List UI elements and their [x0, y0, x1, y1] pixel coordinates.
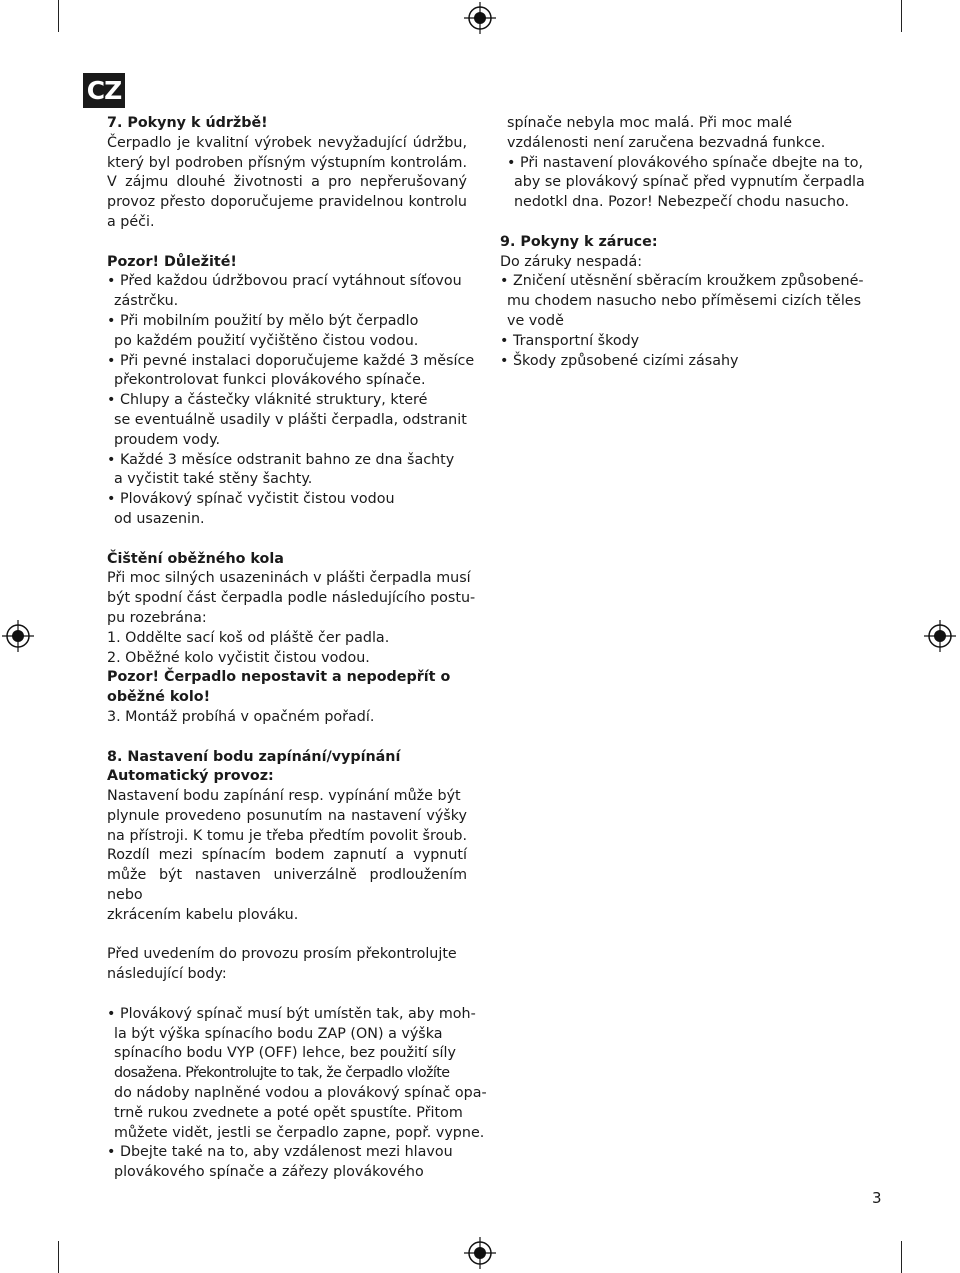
- section-8-subheading: Automatický provoz:: [107, 768, 274, 785]
- registration-mark-icon: [2, 620, 34, 652]
- crop-mark-bottom-right: [901, 1241, 902, 1273]
- bullet-line: plovákového spínače a zářezy plovákového: [114, 1164, 424, 1181]
- text-line: plynule provedeno posunutím na nastavení výšky: [107, 807, 467, 824]
- bullet-line: dosažena. Překontrolujte to tak, že čerpadlo vložíte: [114, 1065, 450, 1082]
- bullet-line: • Dbejte také na to, aby vzdálenost mezi hlavou: [107, 1144, 453, 1161]
- bullet-line: do nádoby naplněné vodou a plovákový spínač opa-: [114, 1085, 487, 1102]
- text-line: 1. Oddělte sací koš od pláště čer padla.: [107, 629, 390, 646]
- bullet-line: • Plovákový spínač vyčistit čistou vodou: [107, 491, 395, 508]
- crop-mark-top-right: [901, 0, 902, 32]
- bullet-line: mu chodem nasucho nebo příměsemi cizích těles: [507, 293, 862, 310]
- bullet-line: se eventuálně usadily v plášti čerpadla, odstranit: [114, 411, 467, 428]
- bullet-line: proudem vody.: [114, 431, 221, 448]
- left-column: [107, 114, 487, 1183]
- text-line: spínače nebyla moc malá. Při moc malé: [507, 115, 793, 131]
- text-line: Do záruky nespadá:: [500, 253, 643, 270]
- impeller-heading: Čištění oběžného kola: [107, 550, 284, 567]
- section-9-heading: 9. Pokyny k záruce:: [500, 233, 658, 250]
- text-line: Před uvedením do provozu prosím překontrolujte: [107, 946, 457, 963]
- registration-mark-icon: [464, 2, 496, 34]
- bullet-line: • Před každou údržbovou prací vytáhnout síťovou: [107, 273, 462, 290]
- bullet-line: spínacího bodu VYP (OFF) lehce, bez použití síly: [114, 1045, 456, 1062]
- bullet-line: • Každé 3 měsíce odstranit bahno ze dna šachty: [107, 451, 455, 468]
- text-line: pu rozebrána:: [107, 609, 207, 626]
- bullet-line: • Transportní škody: [500, 332, 640, 349]
- text-line: 3. Montáž probíhá v opačném pořadí.: [107, 708, 375, 725]
- bullet-line: • Při pevné instalaci doporučujeme každé 3 měsíce: [107, 352, 475, 369]
- impeller-warning: Pozor! Čerpadlo nepostavit a nepodepřít o: [107, 669, 451, 686]
- bullet-line: trně rukou zvednete a poté opět spustíte. Přitom: [114, 1104, 463, 1121]
- page-number: 3: [872, 1189, 882, 1207]
- registration-mark-icon: [924, 620, 956, 652]
- text-line: může být nastaven univerzálně prodloužením nebo: [107, 867, 467, 904]
- bullet-line: a vyčistit také stěny šachty.: [114, 471, 313, 488]
- text-line: V zájmu dlouhé životnosti a pro nepřerušovaný: [107, 174, 467, 191]
- text-line: následující body:: [107, 966, 227, 983]
- bullet-line: od usazenin.: [114, 510, 205, 527]
- text-line: Nastavení bodu zapínání resp. vypínání může být: [107, 788, 461, 805]
- warning-heading: Pozor! Důležité!: [107, 253, 237, 270]
- crop-mark-bottom-left: [58, 1241, 59, 1273]
- bullet-line: • Při mobilním použití by mělo být čerpadlo: [107, 312, 419, 329]
- section-7-heading: 7. Pokyny k údržbě!: [107, 115, 268, 131]
- bullet-line: zástrčku.: [114, 293, 179, 310]
- bullet-line: ve vodě: [507, 312, 564, 329]
- text-line: Čerpadlo je kvalitní výrobek nevyžadující údržbu,: [107, 134, 467, 151]
- crop-mark-top-left: [58, 0, 59, 32]
- bullet-line: můžete vidět, jestli se čerpadlo zapne, popř. vypne.: [114, 1124, 485, 1141]
- text-line: Rozdíl mezi spínacím bodem zapnutí a vypnutí: [107, 847, 467, 864]
- bullet-line: po každém použití vyčištěno čistou vodou.: [114, 332, 419, 349]
- text-line: a péči.: [107, 213, 155, 230]
- bullet-line: překontrolovat funkci plovákového spínače.: [114, 372, 426, 389]
- text-line: který byl podroben přísným výstupním kontrolám.: [107, 154, 467, 171]
- right-column: [500, 114, 865, 371]
- text-line: zkrácením kabelu plováku.: [107, 906, 299, 923]
- bullet-line: la být výška spínacího bodu ZAP (ON) a výška: [114, 1025, 443, 1042]
- text-line: být spodní část čerpadla podle následujícího postu-: [107, 590, 476, 607]
- bullet-line: • Při nastavení plovákového spínače dbejte na to,: [507, 154, 864, 171]
- language-badge: CZ: [83, 73, 125, 108]
- registration-mark-icon: [464, 1237, 496, 1269]
- impeller-warning: oběžné kolo!: [107, 689, 211, 706]
- text-line: na přístroji. K tomu je třeba předtím povolit šroub.: [107, 827, 467, 844]
- text-line: Při moc silných usazeninách v plášti čerpadla musí: [107, 570, 471, 587]
- text-line: 2. Oběžné kolo vyčistit čistou vodou.: [107, 649, 370, 666]
- bullet-line: • Chlupy a částečky vláknité struktury, které: [107, 392, 428, 409]
- text-line: provoz přesto doporučujeme pravidelnou kontrolu: [107, 194, 467, 211]
- bullet-line: • Plovákový spínač musí být umístěn tak, aby moh-: [107, 1005, 476, 1022]
- bullet-line: aby se plovákový spínač před vypnutím čerpadla: [514, 174, 865, 191]
- bullet-line: • Zničení utěsnění sběracím kroužkem způsobené-: [500, 273, 864, 290]
- text-line: vzdálenosti není zaručena bezvadná funkce.: [507, 134, 826, 151]
- bullet-line: • Škody způsobené cizími zásahy: [500, 352, 739, 369]
- section-8-heading: 8. Nastavení bodu zapínání/vypínání: [107, 748, 401, 765]
- bullet-line: nedotkl dna. Pozor! Nebezpečí chodu nasucho.: [514, 194, 850, 211]
